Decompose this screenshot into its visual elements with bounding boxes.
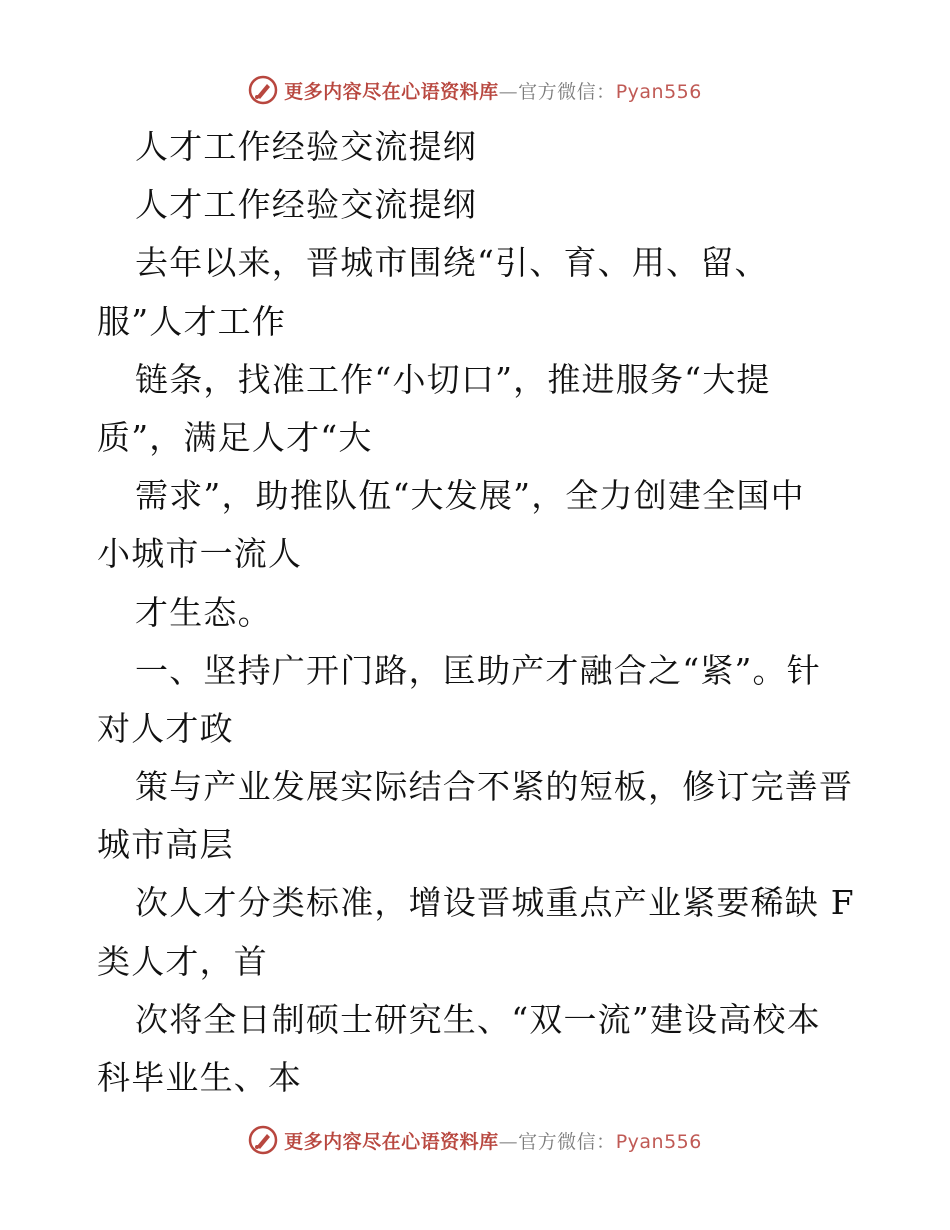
watermark-label: 官方微信： (518, 80, 616, 103)
watermark-id: Pyan556 (615, 1130, 702, 1153)
paragraph-line: 去年以来，晋城市围绕“引、育、用、留、 (135, 243, 769, 283)
watermark-main: 更多内容尽在心语资料库 (284, 1130, 499, 1153)
paragraph-line: 次将全日制硕士研究生、“双一流”建设高校本 (135, 999, 821, 1039)
paragraph-line: 城市高层 (97, 825, 234, 865)
watermark-id: Pyan556 (615, 80, 702, 103)
paragraph-line: 服”人才工作 (97, 301, 287, 341)
watermark-sep: — (498, 1130, 519, 1153)
paragraph-line: 类人才，首 (97, 941, 268, 981)
document-body (97, 118, 857, 1107)
watermark-main: 更多内容尽在心语资料库 (284, 80, 499, 103)
paragraph-line: 对人才政 (97, 708, 234, 748)
doc-title: 人才工作经验交流提纲 (135, 127, 477, 166)
paragraph-line: 需求”，助推队伍“大发展”，全力创建全国中 (135, 476, 805, 516)
paragraph-line: 链条，找准工作“小切口”，推进服务“大提 (135, 359, 771, 399)
watermark-sep: — (498, 80, 519, 103)
paragraph-line: 小城市一流人 (97, 534, 303, 574)
pen-seal-icon (248, 1125, 278, 1155)
doc-subtitle: 人才工作经验交流提纲 (135, 185, 477, 225)
paragraph-line: 质”，满足人才“大 (97, 417, 373, 457)
watermark-label: 官方微信： (518, 1130, 616, 1153)
footer-watermark (0, 1122, 950, 1158)
paragraph-line: 次人才分类标准，增设晋城重点产业紧要稀缺 F (135, 883, 855, 923)
paragraph-line: 策与产业发展实际结合不紧的短板，修订完善晋 (135, 767, 854, 807)
paragraph-line: 才生态。 (135, 592, 272, 632)
pen-seal-icon (248, 75, 278, 105)
paragraph-line: 科毕业生、本 (97, 1058, 303, 1097)
header-watermark (0, 72, 950, 108)
paragraph-line: 一、坚持广开门路，匡助产才融合之“紧”。针 (135, 650, 821, 690)
